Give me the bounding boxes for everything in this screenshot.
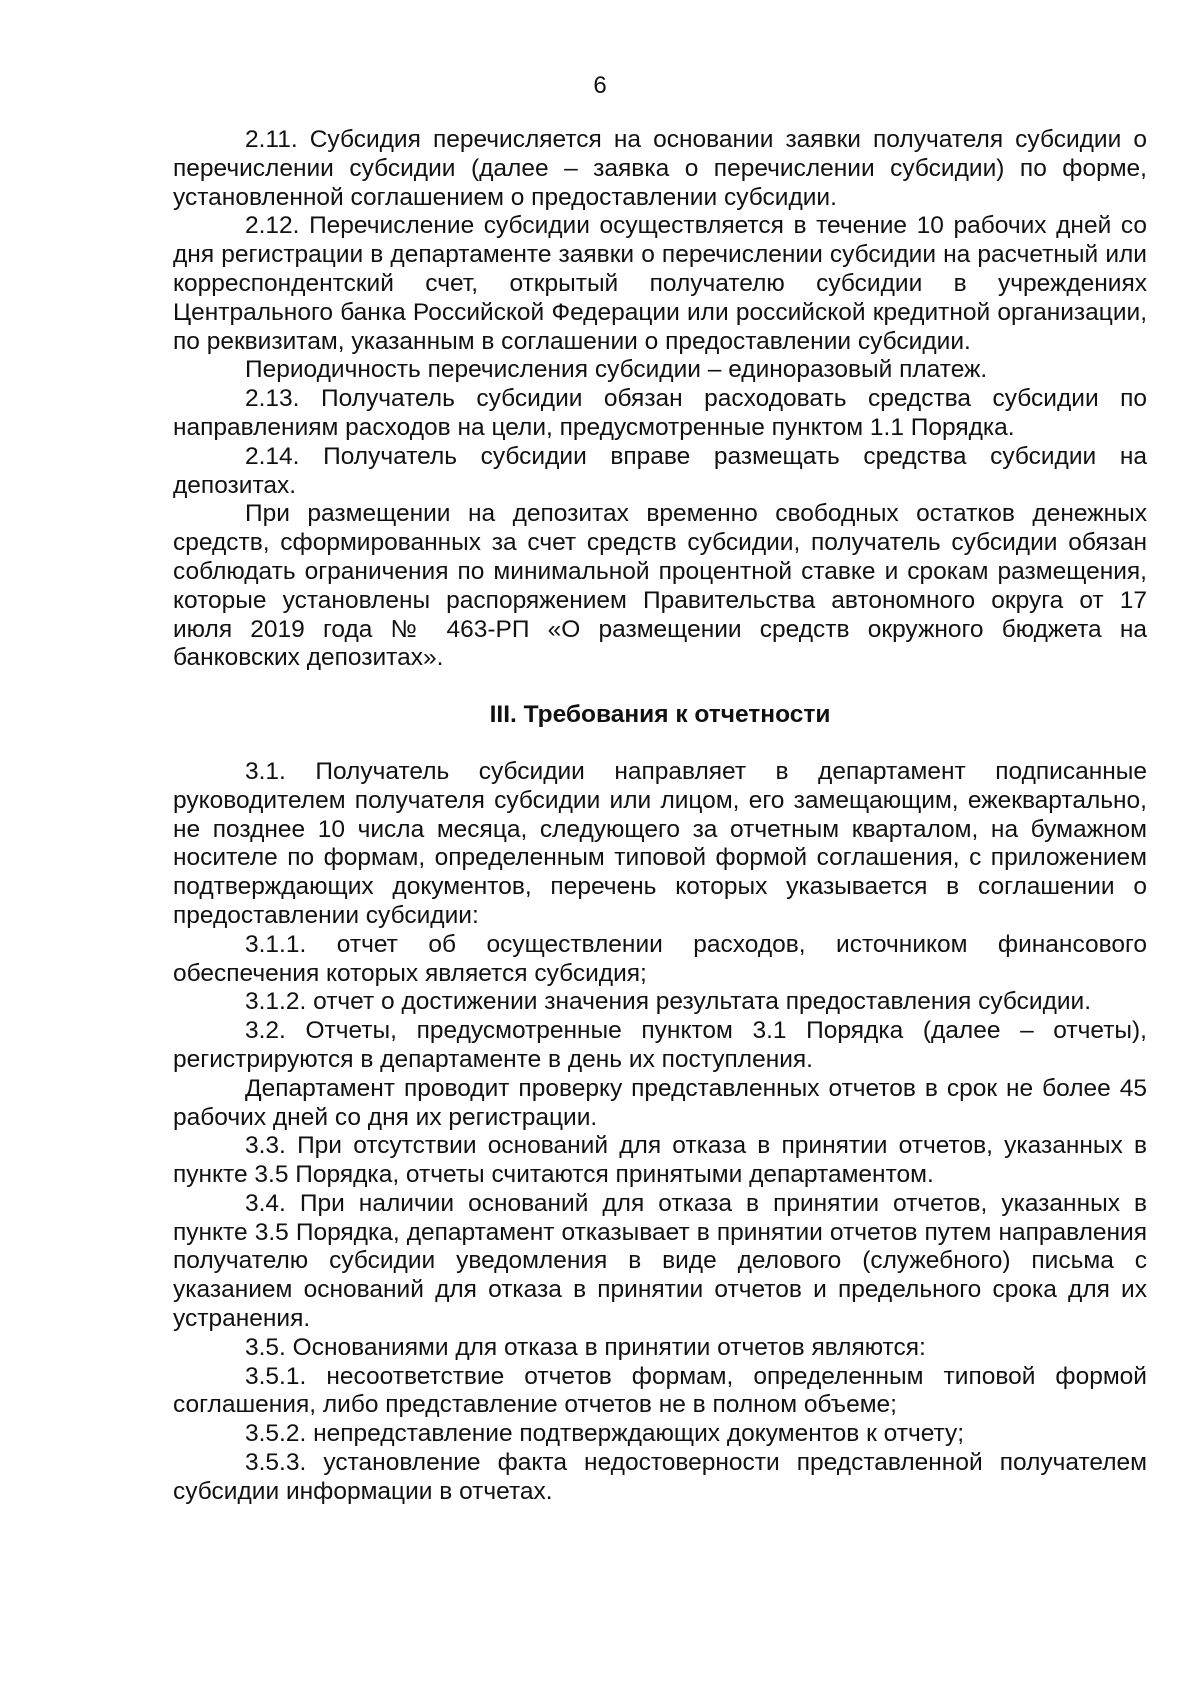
paragraph-2-11: 2.11. Субсидия перечисляется на основании заявки получателя субсидии о перечислении субсидии (далее – заявка о перечислении субсидии) по форме, установленной соглашением о предоставлении субсидии.: [173, 126, 1147, 211]
paragraph-3-2: 3.2. Отчеты, предусмотренные пунктом 3.1 Порядка (далее – отчеты), регистрируются в департаменте в день их поступления.: [173, 1017, 1147, 1073]
paragraph-3-5-2: 3.5.2. непредставление подтверждающих документов к отчету;: [245, 1420, 965, 1448]
paragraph-3-5: 3.5. Основаниями для отказа в принятии отчетов являются:: [245, 1333, 926, 1361]
paragraph-deposits: При размещении на депозитах временно свободных остатков денежных средств, сформированных за счет средств субсидии, получатель субсидии обязан соблюдать ограничения по минимальной процентной ставке и срокам размещения, которые установлены распоряжением Правительства автономного округа от 17 июля 2019 года № 463-РП «О размещении средств окружного бюджета на банковских депозитах».: [173, 500, 1147, 672]
paragraph-2-14: 2.14. Получатель субсидии вправе размещать средства субсидии на депозитах.: [173, 442, 1147, 499]
paragraph-3-5-1: 3.5.1. несоответствие отчетов формам, определенным типовой формой соглашения, либо представление отчетов не в полном объеме;: [173, 1362, 1147, 1419]
paragraph-review-term: Департамент проводит проверку представленных отчетов в срок не более 45 рабочих дней со дня их регистрации.: [173, 1074, 1147, 1131]
paragraph-3-1-2: 3.1.2. отчет о достижении значения результата предоставления субсидии.: [245, 988, 1092, 1016]
document-body: [173, 126, 1147, 1507]
paragraph-2-13: 2.13. Получатель субсидии обязан расходовать средства субсидии по направлениям расходов на цели, предусмотренные пунктом 1.1 Порядка.: [173, 385, 1147, 441]
paragraph-3-4: 3.4. При наличии оснований для отказа в принятии отчетов, указанных в пункте 3.5 Порядка, департамент отказывает в принятии отчетов путем направления получателю субсидии уведомления в виде делового (служебного) письма с указанием оснований для отказа в принятии отчетов и предельного срока для их устранения.: [173, 1189, 1147, 1333]
paragraph-periodicity: Периодичность перечисления субсидии – единоразовый платеж.: [245, 356, 988, 384]
section-heading-reporting: III. Требования к отчетности: [489, 701, 831, 729]
paragraph-3-1: 3.1. Получатель субсидии направляет в департамент подписанные руководителем получателя субсидии или лицом, его замещающим, ежеквартально, не позднее 10 числа месяца, следующего за отчетным кварталом, на бумажном носителе по формам, определенным типовой формой соглашения, с приложением подтверждающих документов, перечень которых указывается в соглашении о предоставлении субсидии:: [173, 757, 1147, 929]
paragraph-3-5-3: 3.5.3. установление факта недостоверности представленной получателем субсидии информации в отчетах.: [173, 1449, 1147, 1505]
page-number: 6: [593, 72, 607, 99]
paragraph-3-3: 3.3. При отсутствии оснований для отказа в принятии отчетов, указанных в пункте 3.5 Порядка, отчеты считаются принятыми департаментом.: [173, 1132, 1147, 1189]
paragraph-2-12: 2.12. Перечисление субсидии осуществляется в течение 10 рабочих дней со дня регистрации в департаменте заявки о перечислении субсидии на расчетный или корреспондентский счет, открытый получателю субсидии в учреждениях Центрального банка Российской Федерации или российской кредитной организации, по реквизитам, указанным в соглашении о предоставлении субсидии.: [173, 212, 1147, 355]
paragraph-3-1-1: 3.1.1. отчет об осуществлении расходов, источником финансового обеспечения которых является субсидия;: [173, 930, 1147, 987]
